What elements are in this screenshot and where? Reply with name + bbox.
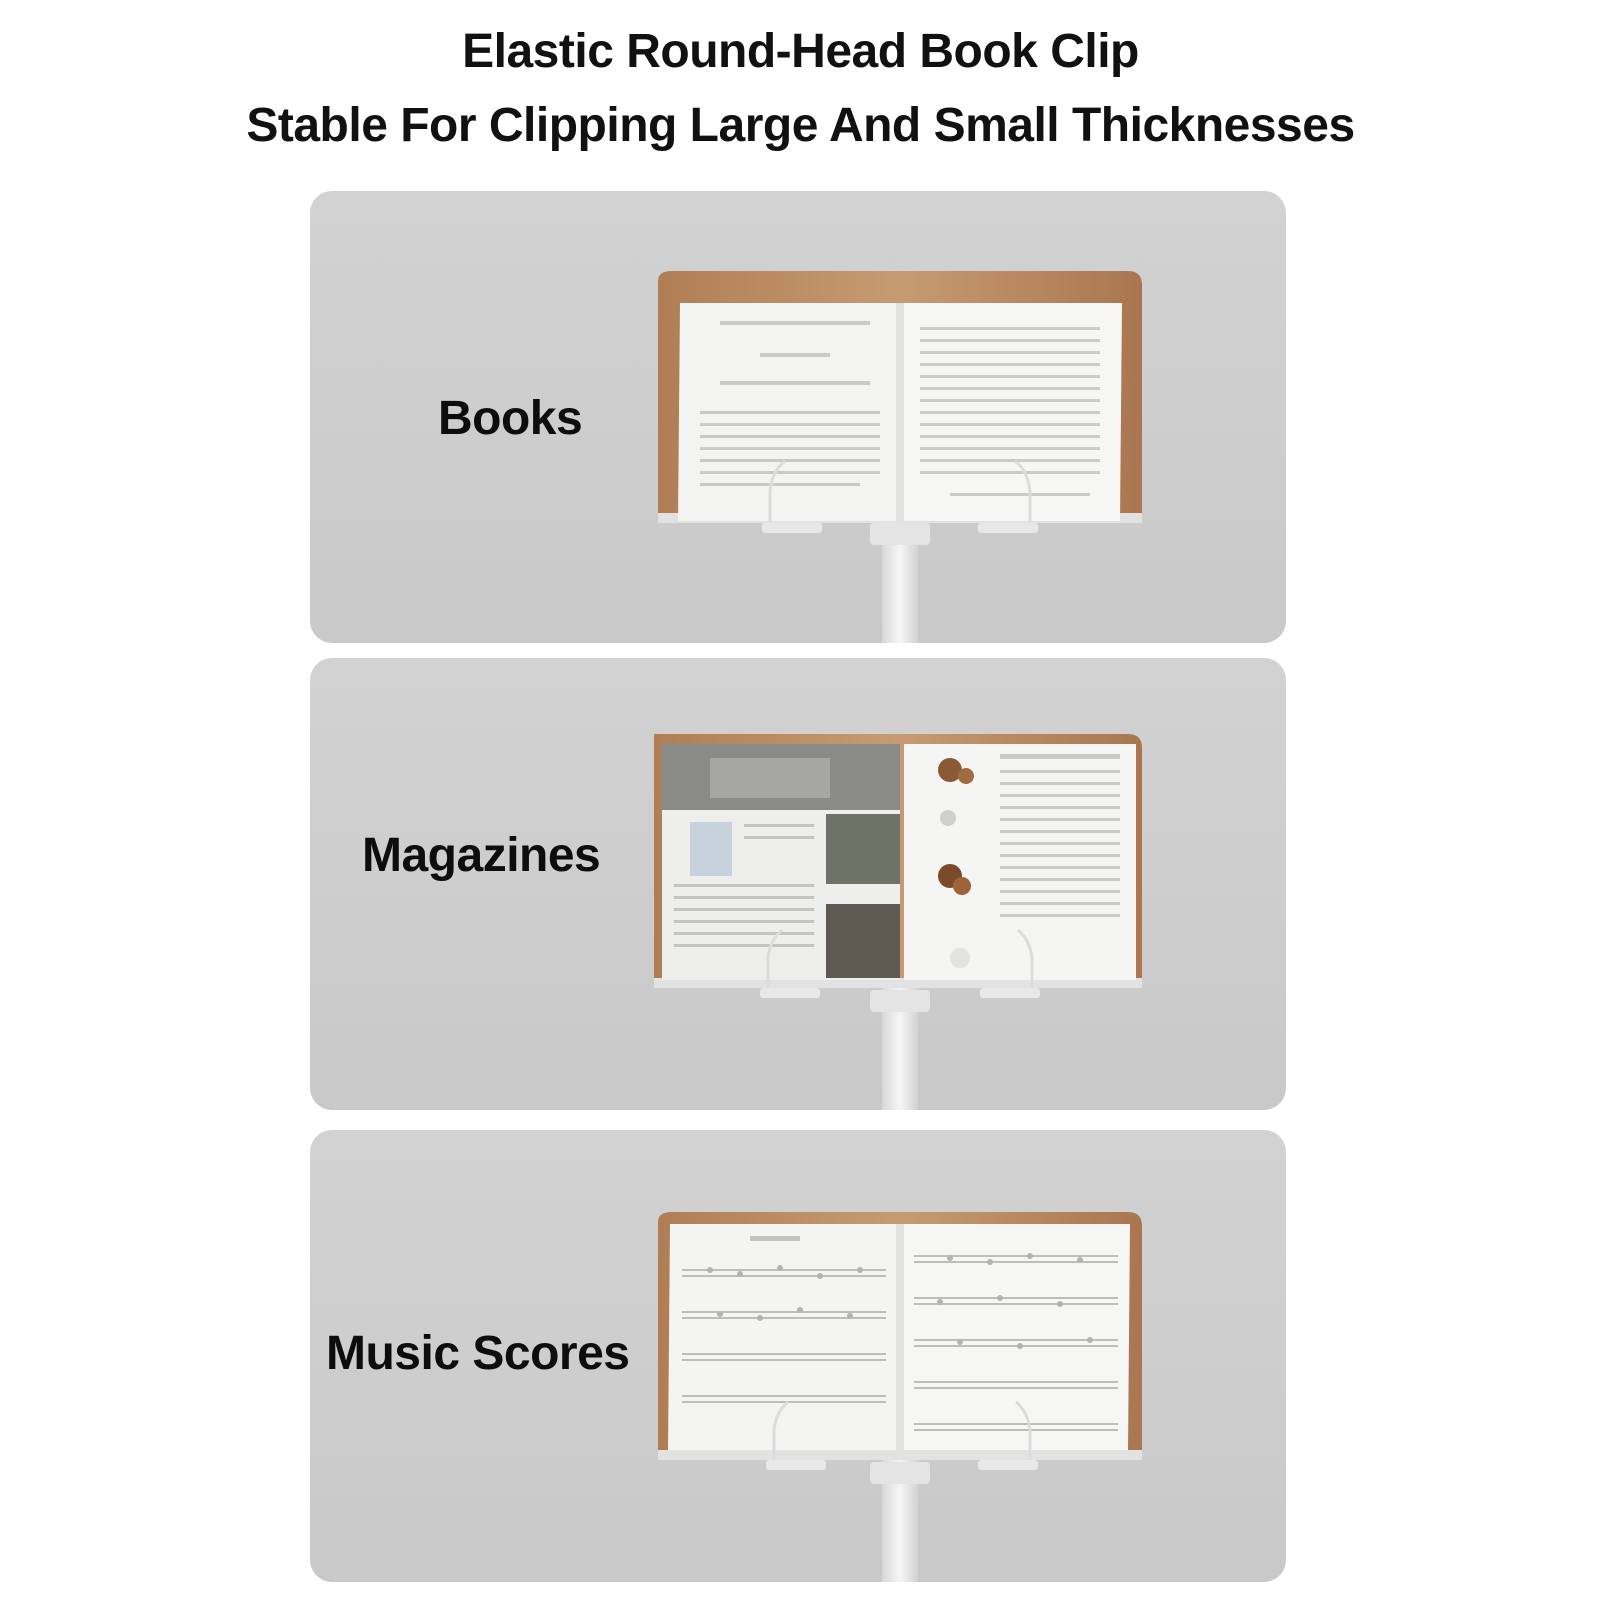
music-scores-panel — [310, 1130, 1286, 1582]
book-stand-illustration — [650, 191, 1150, 643]
magazine-stand-illustration — [650, 658, 1150, 1110]
music-score-stand-illustration — [650, 1130, 1150, 1582]
headline-title: Elastic Round-Head Book Clip — [462, 25, 1139, 78]
magazines-panel — [310, 658, 1286, 1110]
headline-subtitle: Stable For Clipping Large And Small Thicknesses — [246, 99, 1355, 152]
music-scores-label: Music Scores — [326, 1327, 630, 1380]
magazines-label: Magazines — [362, 829, 601, 882]
books-panel — [310, 191, 1286, 643]
books-label: Books — [438, 392, 583, 445]
